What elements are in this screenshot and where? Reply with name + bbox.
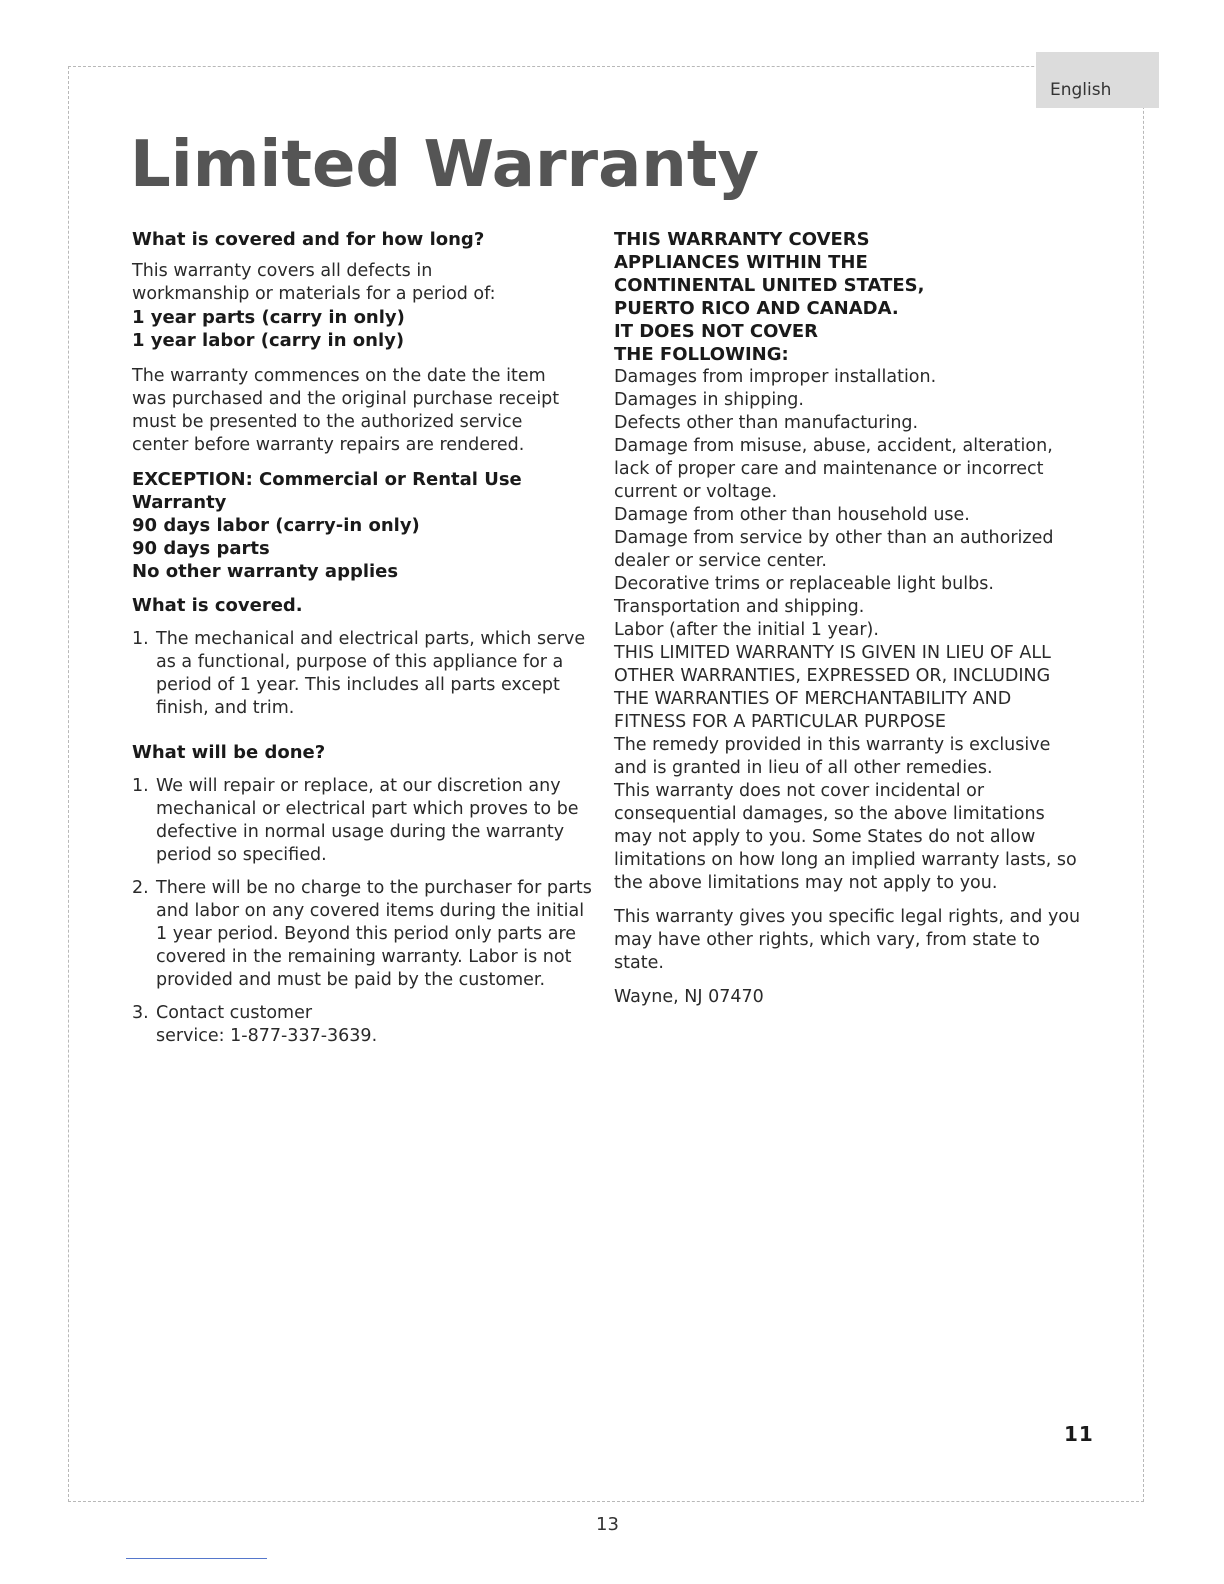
exclusion-item: Damage from other than household use. (614, 505, 970, 525)
list-item-number: 1. (132, 776, 149, 796)
list-item-text: Contact customer service: 1-877-337-3639. (156, 1003, 378, 1046)
list-item-text: The mechanical and electrical parts, which serve as a functional, purpose of this appliance for a period of 1 year. This includes all parts except finish, and trim. (156, 629, 586, 718)
exclusion-item: Damage from misuse, abuse, accident, alteration, lack of proper care and maintenance or incorrect current or voltage. (614, 436, 1053, 502)
what-done-list (132, 775, 592, 1048)
covered-heading: What is covered and for how long? (132, 229, 485, 250)
right-column (614, 228, 1084, 1009)
parts-term: 1 year parts (carry in only) (132, 307, 405, 328)
footer-page-number: 13 (596, 1514, 619, 1535)
exclusion-item: Damages from improper installation. (614, 367, 937, 387)
coverage-heading-line: PUERTO RICO AND CANADA. (614, 298, 899, 319)
what-covered-heading: What is covered. (132, 595, 303, 616)
coverage-heading-line: CONTINENTAL UNITED STATES, (614, 275, 925, 296)
page-title: Limited Warranty (130, 128, 760, 202)
labor-term: 1 year labor (carry in only) (132, 330, 405, 351)
exception-none: No other warranty applies (132, 561, 399, 582)
exclusion-item: Decorative trims or replaceable light bulbs. (614, 574, 994, 594)
what-done-heading: What will be done? (132, 742, 326, 763)
exception-line1: EXCEPTION: Commercial or Rental Use (132, 469, 522, 490)
exclusion-item: Labor (after the initial 1 year). (614, 620, 879, 640)
exclusion-item: Damages in shipping. (614, 390, 804, 410)
list-item-text: We will repair or replace, at our discretion any mechanical or electrical part which proves to be defective in normal usage during the warranty period so specified. (156, 776, 579, 865)
lieu-text: THIS LIMITED WARRANTY IS GIVEN IN LIEU OF ALL OTHER WARRANTIES, EXPRESSED OR, INCLUDING THE WARRANTIES OF MERCHANTABILITY AND FITNESS FOR A PARTICULAR PURPOSE (614, 643, 1051, 732)
address: Wayne, NJ 07470 (614, 987, 764, 1007)
exclusion-item: Damage from service by other than an authorized dealer or service center. (614, 528, 1054, 571)
list-item (132, 628, 592, 720)
left-column (132, 228, 592, 1058)
exception-line2: Warranty (132, 492, 227, 513)
list-item (132, 1002, 386, 1048)
incidental-text: This warranty does not cover incidental or consequential damages, so the above limitations may not apply to you. Some States do not allow limitations on how long an implied warranty lasts, so the above limitations may not apply to you. (614, 781, 1077, 893)
list-item-text: There will be no charge to the purchaser for parts and labor on any covered items during the initial 1 year period. Beyond this period only parts are covered in the remaining warranty. Labor is not provided and must be paid by the customer. (156, 878, 592, 990)
what-covered-list (132, 628, 592, 720)
list-item-number: 3. (132, 1003, 149, 1023)
coverage-heading-line: THE FOLLOWING: (614, 344, 789, 365)
remedy-text: The remedy provided in this warranty is exclusive and is granted in lieu of all other remedies. (614, 735, 1051, 778)
exception-parts: 90 days parts (132, 538, 270, 559)
list-item-number: 1. (132, 629, 149, 649)
coverage-heading-line: APPLIANCES WITHIN THE (614, 252, 868, 273)
list-item (132, 775, 592, 867)
exception-labor: 90 days labor (carry-in only) (132, 515, 420, 536)
commence-text: The warranty commences on the date the item was purchased and the original purchase receipt must be presented to the authorized service center before warranty repairs are rendered. (132, 366, 560, 455)
rights-text: This warranty gives you specific legal rights, and you may have other rights, which vary, from state to state. (614, 907, 1081, 973)
footer-divider (126, 1558, 267, 1559)
coverage-heading-line: THIS WARRANTY COVERS (614, 229, 870, 250)
language-tab-label: English (1050, 80, 1112, 100)
list-item-number: 2. (132, 878, 149, 898)
exclusion-item: Transportation and shipping. (614, 597, 865, 617)
list-item (132, 877, 592, 992)
language-tab (1036, 52, 1159, 108)
coverage-heading-line: IT DOES NOT COVER (614, 321, 819, 342)
page-number: 11 (1064, 1422, 1094, 1446)
covered-text: This warranty covers all defects in workmanship or materials for a period of: (132, 261, 496, 304)
exclusion-item: Defects other than manufacturing. (614, 413, 919, 433)
